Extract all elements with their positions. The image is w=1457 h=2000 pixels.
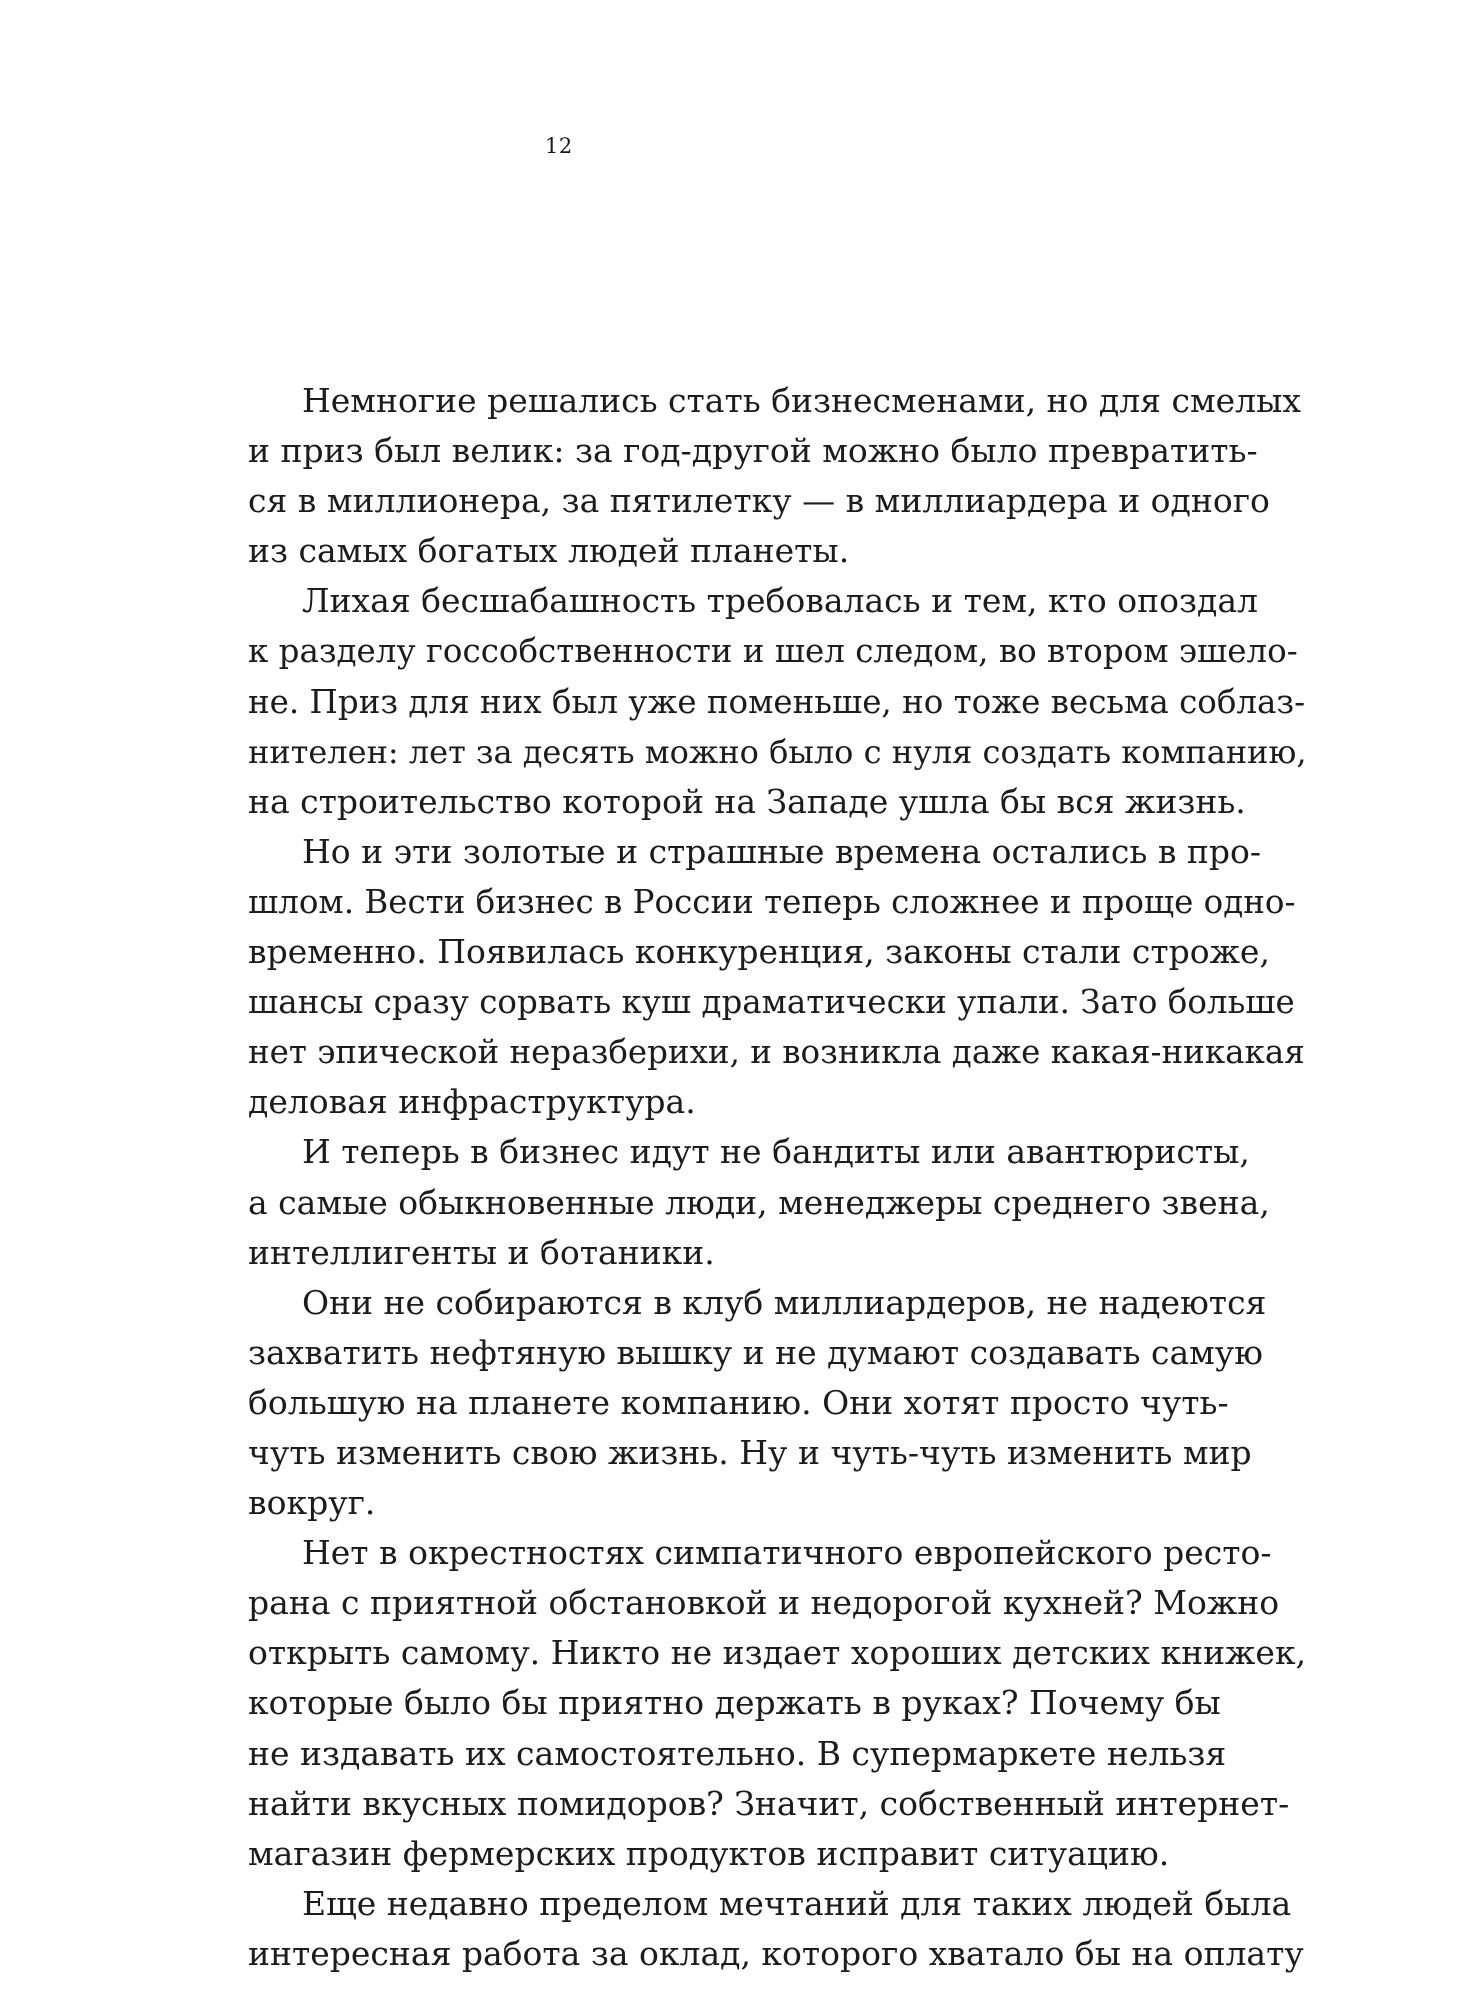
text-line: магазин фермерских продуктов исправит ситуацию. bbox=[248, 1833, 1170, 1873]
text-line: не издавать их самостоятельно. В супермаркете нельзя bbox=[248, 1733, 1227, 1773]
text-line: к разделу госсобственности и шел следом, во втором эшело- bbox=[248, 632, 1298, 671]
text-line: И теперь в бизнес идут не бандиты или авантюристы, bbox=[302, 1132, 1250, 1172]
text-line: открыть самому. Никто не издает хороших детских книжек, bbox=[248, 1633, 1307, 1673]
text-line: временно. Появилась конкуренция, законы стали строже, bbox=[248, 932, 1270, 972]
text-line: нителен: лет за десять можно было с нуля создать компанию, bbox=[248, 732, 1307, 771]
text-line: Немногие решались стать бизнесменами, но для смелых bbox=[302, 381, 1302, 420]
text-line: захватить нефтяную вышку и не думают создавать самую bbox=[248, 1332, 1263, 1372]
text-line: шансы сразу сорвать куш драматически упали. Зато больше bbox=[248, 983, 1295, 1022]
text-line: на строительство которой на Западе ушла бы вся жизнь. bbox=[248, 781, 1246, 821]
text-line: шлом. Вести бизнес в России теперь сложнее и проще одно- bbox=[248, 882, 1296, 921]
text-line: интересная работа за оклад, которого хватало бы на оплату bbox=[248, 1933, 1304, 1973]
body-text bbox=[248, 376, 1308, 1979]
text-line: интеллигенты и ботаники. bbox=[248, 1232, 715, 1272]
text-line: большую на планете компанию. Они хотят просто чуть- bbox=[248, 1382, 1229, 1422]
text-line: Лихая бесшабашность требовалась и тем, кто опоздал bbox=[302, 581, 1258, 621]
page-number: 12 bbox=[545, 134, 573, 158]
text-line: Еще недавно пределом мечтаний для таких людей была bbox=[302, 1883, 1292, 1923]
text-line: Но и эти золотые и страшные времена остались в про- bbox=[302, 831, 1262, 871]
text-line: не. Приз для них был уже поменьше, но тоже весьма соблаз- bbox=[248, 682, 1306, 721]
text-line: и приз был велик: за год-другой можно было превратить- bbox=[248, 431, 1258, 471]
text-line: ся в миллионера, за пятилетку — в миллиардера и одного bbox=[248, 481, 1270, 521]
text-line: нет эпической неразберихи, и возникла даже какая-никакая bbox=[248, 1033, 1305, 1072]
text-line: рана с приятной обстановкой и недорогой кухней? Можно bbox=[248, 1583, 1280, 1623]
text-line: Нет в окрестностях симпатичного европейского ресто- bbox=[302, 1533, 1272, 1573]
text-line: вокруг. bbox=[248, 1483, 376, 1523]
text-line: а самые обыкновенные люди, менеджеры среднего звена, bbox=[248, 1182, 1270, 1222]
text-line: которые было бы приятно держать в руках? Почему бы bbox=[248, 1683, 1221, 1723]
text-line: из самых богатых людей планеты. bbox=[248, 531, 850, 571]
text-line: найти вкусных помидоров? Значит, собственный интернет- bbox=[248, 1783, 1290, 1823]
text-line: деловая инфраструктура. bbox=[248, 1082, 696, 1122]
text-line: Они не собираются в клуб миллиардеров, не надеются bbox=[302, 1282, 1267, 1322]
text-line: чуть изменить свою жизнь. Ну и чуть-чуть изменить мир bbox=[248, 1432, 1252, 1472]
